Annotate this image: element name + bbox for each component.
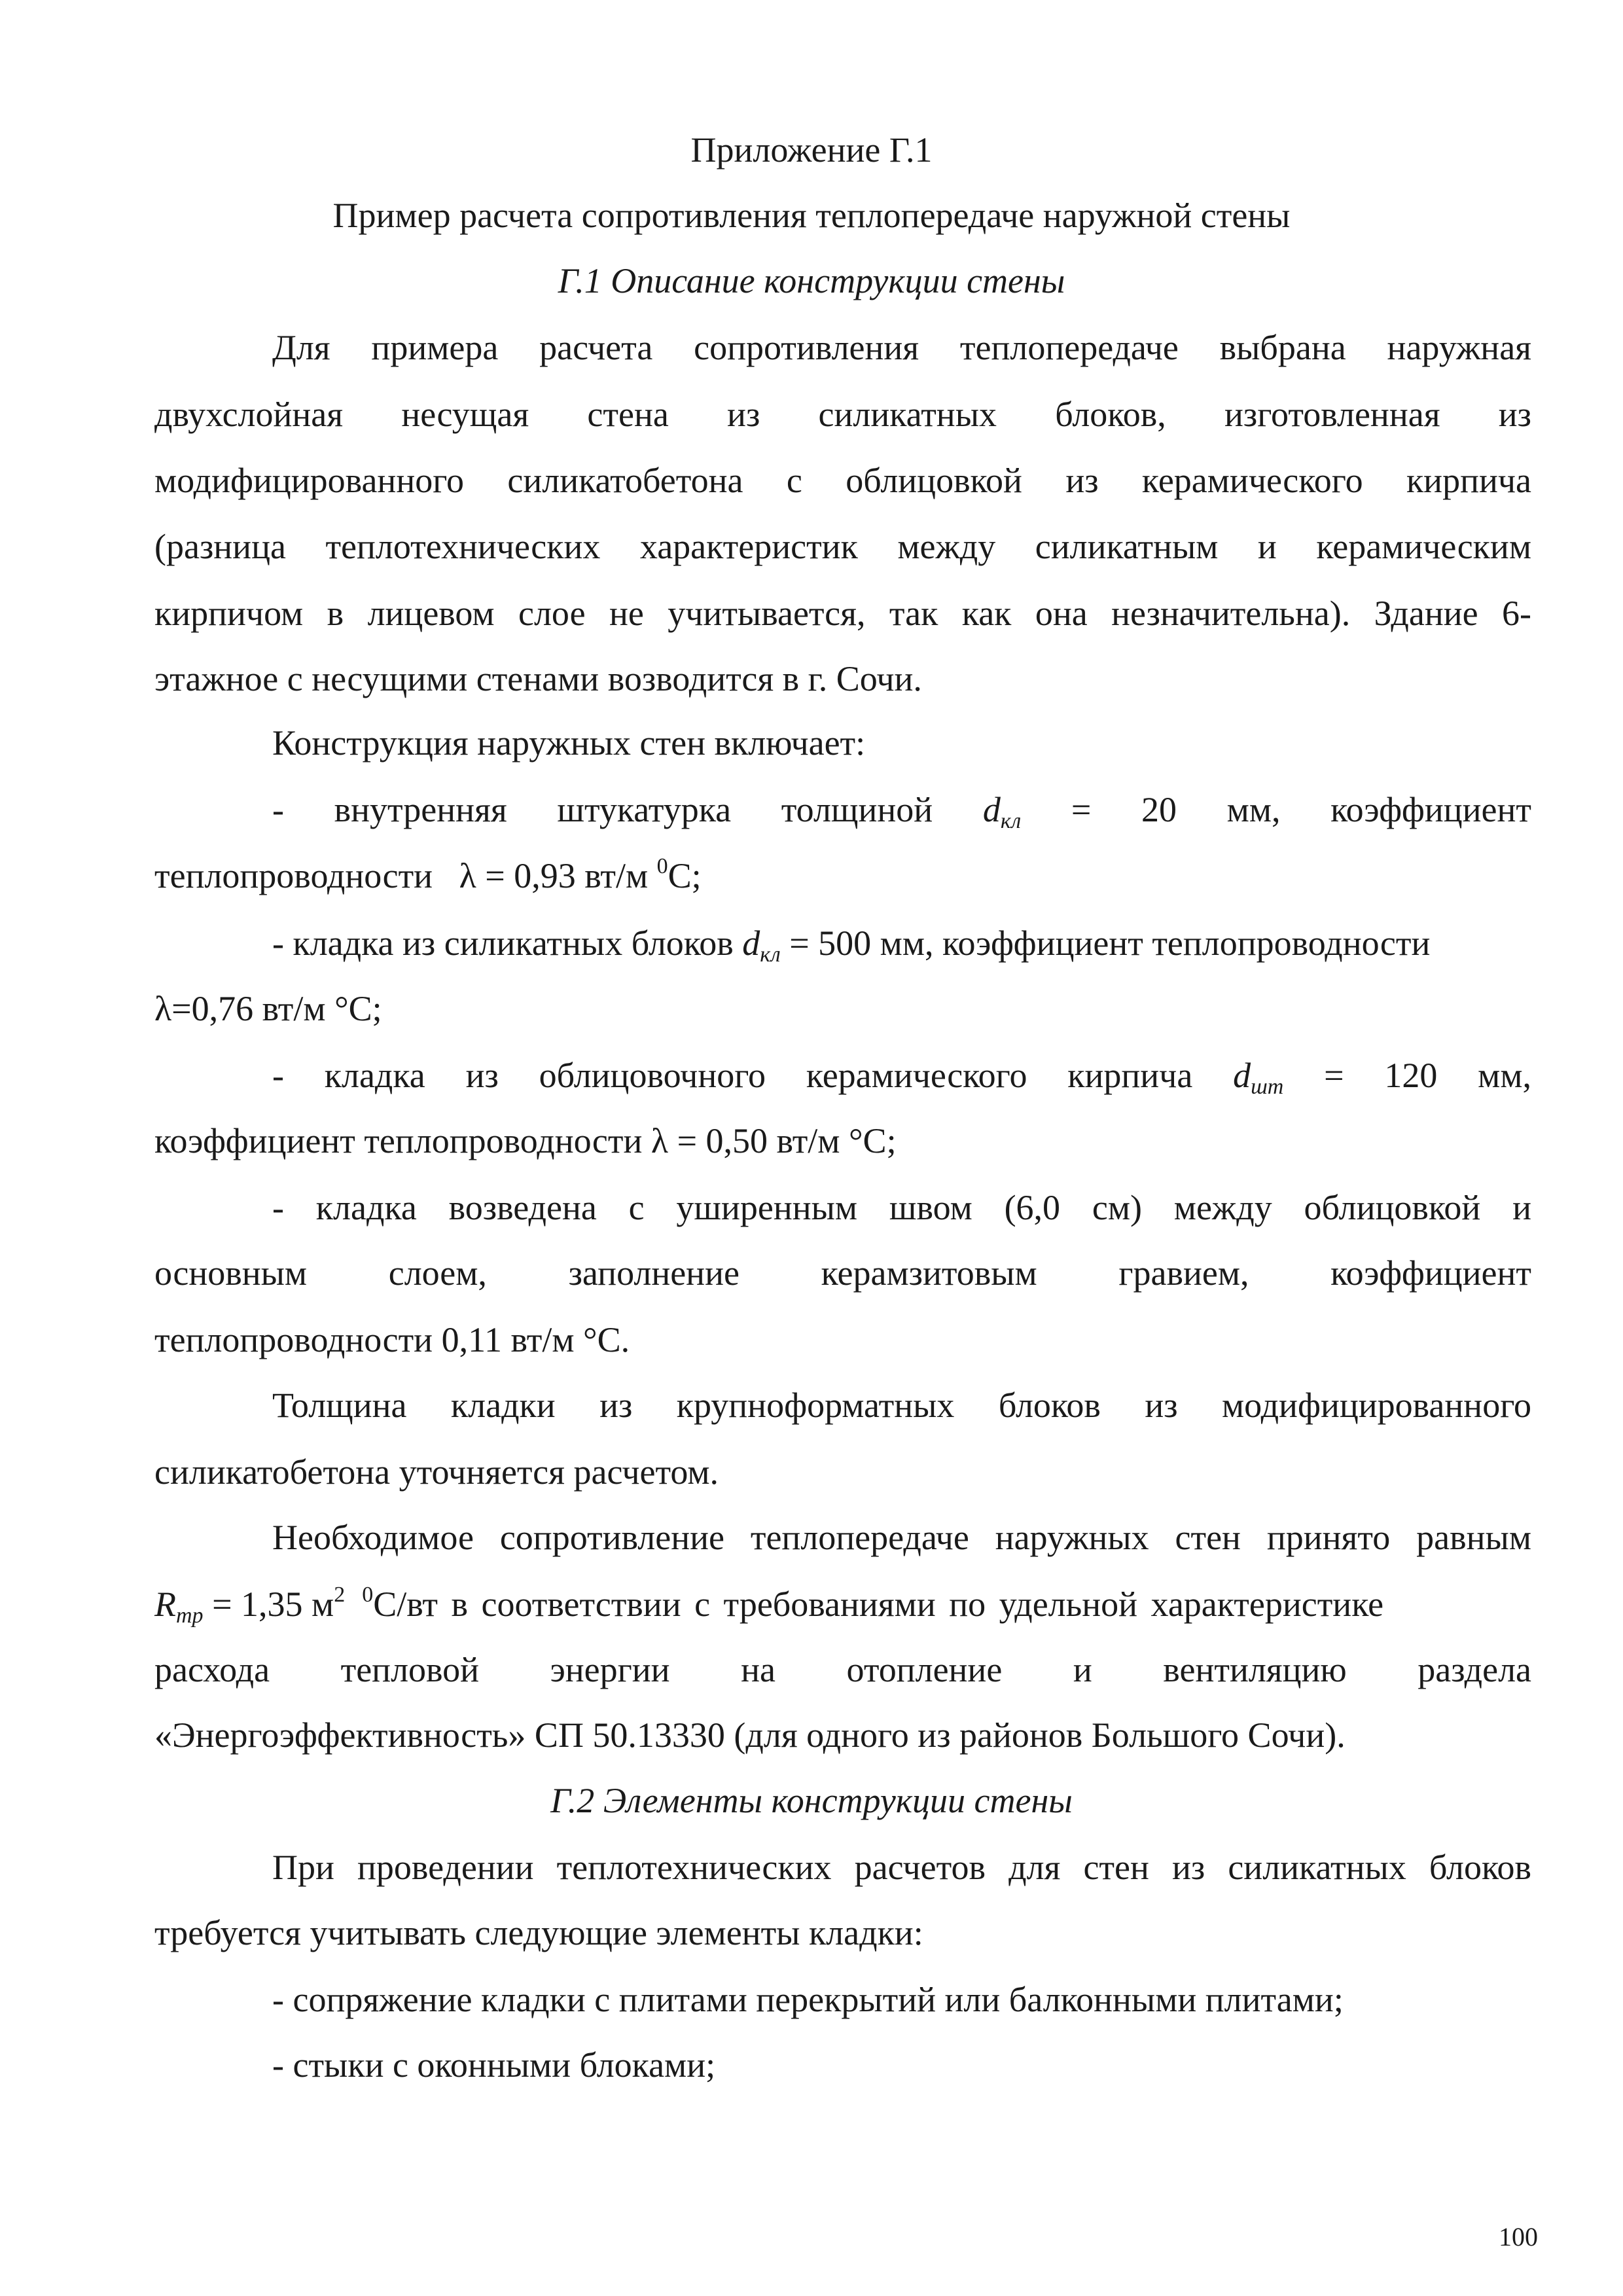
math-variable (982, 790, 1022, 833)
text-fragment: С; (668, 856, 702, 895)
paragraph-line (154, 1583, 1531, 1628)
paragraph-line: При проведении теплотехнических расчетов для стен из силикатных блоков (272, 1848, 1531, 1887)
text-fragment: = 1,35 м (203, 1585, 334, 1624)
paragraph-line: кирпичом в лицевом слое не учитывается, так как она незначительна). Здание 6- (154, 594, 1531, 633)
variable-symbol: d (1233, 1056, 1251, 1095)
variable-subscript: кл (1000, 809, 1022, 833)
list-item: - стыки с оконными блоками; (272, 2045, 716, 2085)
paragraph-line: силикатобетона уточняется расчетом. (154, 1452, 719, 1492)
text-fragment: - внутренняя штукатурка толщиной (272, 790, 933, 829)
paragraph-line: модифицированного силикатобетона с облицовкой из керамического кирпича (154, 461, 1531, 500)
text-fragment: - кладка из облицовочного керамического кирпича (272, 1056, 1193, 1095)
text-fragment: = 120 мм, (1324, 1056, 1532, 1095)
paragraph-line: двухслойная несущая стена из силикатных блоков, изготовленная из (154, 395, 1531, 434)
exponent-superscript: 2 (334, 1583, 346, 1607)
paragraph-line: этажное с несущими стенами возводится в г. Сочи. (154, 659, 922, 698)
section-heading-2: Г.2 Элементы конструкции стены (550, 1781, 1073, 1820)
variable-subscript: тр (176, 1604, 204, 1628)
paragraph-line: расхода тепловой энергии на отопление и вентиляцию раздела (154, 1650, 1531, 1689)
paragraph-line: Необходимое сопротивление теплопередаче наружных стен принято равным (272, 1518, 1531, 1557)
list-item-line: - кладка возведена с уширенным швом (6,0 см) между облицовкой и (272, 1188, 1531, 1227)
paragraph-line: «Энергоэффективность» СП 50.13330 (для одного из районов Большого Сочи). (154, 1715, 1346, 1755)
list-item-line: теплопроводности 0,11 вт/м °С. (154, 1320, 630, 1359)
section-heading-1: Г.1 Описание конструкции стены (558, 261, 1065, 300)
list-item-line (272, 790, 1532, 833)
list-item-line: основным слоем, заполнение керамзитовым гравием, коэффициент (154, 1253, 1531, 1293)
variable-symbol: d (982, 790, 1001, 829)
text-fragment: = 20 мм, коэффициент (1071, 790, 1532, 829)
variable-symbol: R (154, 1585, 176, 1624)
degree-superscript: 0 (656, 854, 668, 878)
list-item-line (272, 1056, 1532, 1099)
degree-superscript: 0 (362, 1583, 374, 1607)
paragraph-line: Толщина кладки из крупноформатных блоков из модифицированного (272, 1386, 1531, 1425)
variable-subscript: шт (1251, 1075, 1284, 1099)
paragraph-line: (разница теплотехнических характеристик между силикатным и керамическим (154, 527, 1531, 566)
text-fragment: теплопроводности λ = 0,93 вт/м (154, 856, 657, 895)
list-item-line: λ=0,76 вт/м °С; (154, 989, 382, 1028)
text-fragment: - кладка из силикатных блоков (272, 924, 743, 963)
text-fragment: С/вт в соответствии с требованиями по удельной характеристике (373, 1585, 1384, 1624)
list-item-line: коэффициент теплопроводности λ = 0,50 вт/м °С; (154, 1121, 897, 1160)
variable-symbol: d (742, 924, 760, 963)
paragraph-line: Конструкция наружных стен включает: (272, 723, 866, 762)
paragraph-line: Для примера расчета сопротивления теплопередаче выбрана наружная (272, 328, 1531, 367)
list-item-line (272, 924, 1431, 967)
math-variable (1233, 1056, 1284, 1099)
variable-subscript: кл (760, 942, 781, 967)
page-number: 100 (1499, 2222, 1538, 2251)
document-title: Пример расчета сопротивления теплопередаче наружной стены (332, 196, 1291, 235)
appendix-title: Приложение Г.1 (690, 130, 933, 170)
list-item: - сопряжение кладки с плитами перекрытий или балконными плитами; (272, 1980, 1344, 2019)
list-item-line (154, 854, 702, 895)
text-fragment: = 500 мм, коэффициент теплопроводности (780, 924, 1431, 963)
paragraph-line: требуется учитывать следующие элементы кладки: (154, 1913, 923, 1952)
